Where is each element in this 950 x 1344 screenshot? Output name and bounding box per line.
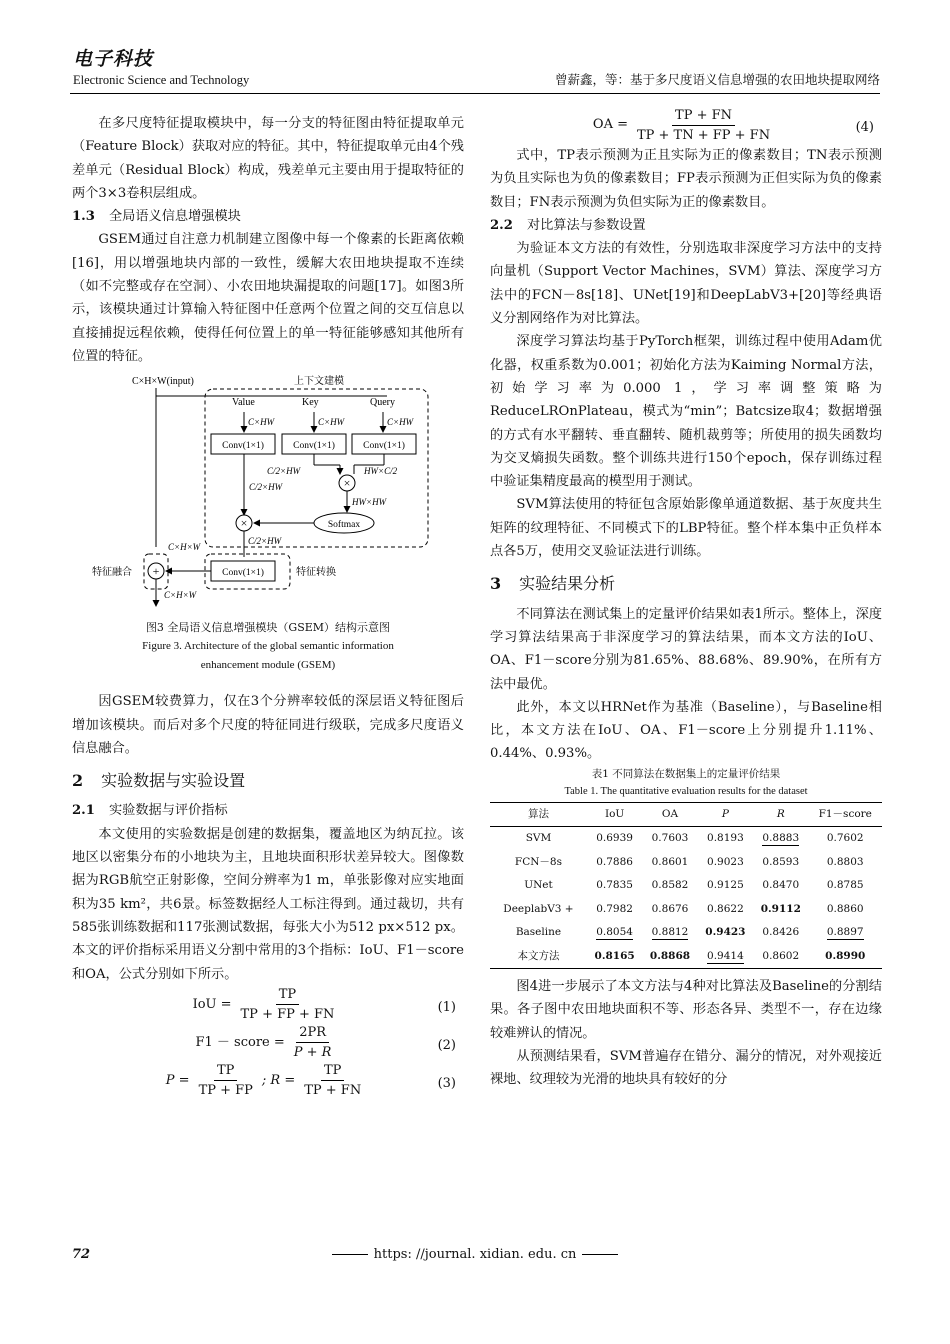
table-cell: UNet <box>524 879 553 892</box>
paragraph: 式中，TP表示预测为正且实际为正的像素数目；TN表示预测为负且实际也为负的像素数目；FP表示预测为正但实际为负的像素数目；FN表示预测为负但实际为正的像素数目。 <box>490 148 882 210</box>
dim-label: HW×C/2 <box>364 466 398 477</box>
feature-transform-label: 特征转换 <box>296 567 336 579</box>
numerator: TP + FN <box>672 108 735 126</box>
running-title: 曾薪鑫，等：基于多尺度语义信息增强的农田地块提取网络 <box>554 72 880 87</box>
paragraph: 在多尺度特征提取模块中，每一分支的特征图由特征提取单元（Feature Block）获取对应的特征。其中，特征提取单元由4个残差单元（Residual Block）构成，残差单元主要由用于提取特征的两个3×3卷积层组成。 <box>72 116 464 201</box>
left-column <box>72 112 464 1100</box>
section-number: 2.2 <box>490 217 513 233</box>
table-cell: 0.8785 <box>826 879 864 892</box>
denominator: TP + FP + FN <box>240 1007 335 1023</box>
feature-fusion-label: 特征融合 <box>92 567 132 579</box>
context-modeling-label: 上下文建模 <box>294 376 344 388</box>
input-label: C×H×W(input) <box>132 376 194 388</box>
table-cell: 0.8426 <box>762 926 800 939</box>
table-cell: 0.8676 <box>651 902 689 915</box>
conv-label: Conv(1×1) <box>293 441 335 452</box>
table-cell: 0.8803 <box>826 855 864 868</box>
paragraph: SVM算法使用的特征包含原始影像单通道数据、基于灰度共生矩阵的纹理特征、不同模式下的LBP特征。整个样本集中正负样本点各5万，使用交叉验证法进行训练。 <box>490 497 882 560</box>
section-number: 3 <box>490 574 502 594</box>
paragraph: 不同算法在测试集上的定量评价结果如表1所示。整体上，深度学习算法结果高于非深度学习的算法结果，而本文方法的IoU、OA、F1－score分别为81.65%、88.68%、89.90%，在所有方法中最优。 <box>490 606 882 692</box>
table-header-cell: OA <box>661 807 679 820</box>
table-cell: 0.8860 <box>826 902 864 915</box>
key-label: Key <box>302 397 319 409</box>
table-cell: 0.7886 <box>596 855 633 868</box>
table-cell: 0.9125 <box>707 879 744 892</box>
query-label: Query <box>370 397 395 409</box>
paragraph: 深度学习算法均基于PyTorch框架，训练过程中使用Adam优化器，权重系数为0.001；初始化方法为Kaiming Normal方法，初始学习率为0.000 1，学习率调整策略为ReduceLROnPlateau，模式为“min”；Batcsize取4；数据增强的方式有水平翻转、垂直翻转、随机裁剪等；所使用的损失函数均为交叉熵损失函数。整个训练共进行150个epoch，保存训练过程中验证集精度最高的模型用于测试。 <box>490 334 882 490</box>
table-cell: 0.7602 <box>826 832 864 845</box>
equation-4 <box>490 106 882 144</box>
paragraph: 此外，本文以HRNet作为基准（Baseline），与Baseline相比，本文方法在IoU、OA、F1－score上分别提升1.11%、0.44%、0.93%。 <box>490 699 882 762</box>
value-label: Value <box>232 397 255 409</box>
denominator: P + R <box>293 1045 332 1061</box>
header-rule <box>70 93 880 94</box>
times-symbol: × <box>240 516 248 531</box>
numerator: 2PR <box>296 1025 329 1043</box>
page-number: 72 <box>72 1247 91 1262</box>
times-symbol: × <box>343 476 351 491</box>
dim-label: C×HW <box>248 417 275 428</box>
table-cell: 0.9414 <box>707 949 744 962</box>
dim-label: C×HW <box>318 417 345 428</box>
table-cell: FCN－8s <box>514 855 562 868</box>
table-cell: 0.8165 <box>594 949 635 962</box>
results-table <box>490 802 882 969</box>
dim-label: C/2×HW <box>249 482 283 493</box>
dim-label: C/2×HW <box>248 536 282 547</box>
figure-caption-cn: 图3 全局语义信息增强模块（GSEM）结构示意图 <box>145 621 391 635</box>
figure-3 <box>72 372 464 690</box>
equation-number: (4) <box>855 120 874 135</box>
section-title: 对比算法与参数设置 <box>526 217 646 233</box>
conv-label: Conv(1×1) <box>222 568 264 579</box>
table-caption-en: Table 1. The quantitative evaluation results for the dataset <box>564 785 808 797</box>
table-cell: 0.8602 <box>762 949 800 962</box>
equation-lhs: IoU = <box>192 997 232 1013</box>
table-cell: 0.9423 <box>705 926 746 939</box>
table-row <box>490 945 882 969</box>
paragraph: 因GSEM较费算力，仅在3个分辨率较低的深层语义特征图后增加该模块。而后对多个尺度的特征同进行级联，完成多尺度语义信息融合。 <box>72 694 464 756</box>
equation-lhs: F1 － score = <box>195 1035 285 1051</box>
table-cell: SVM <box>525 832 552 845</box>
equation-number: (1) <box>437 999 456 1015</box>
table-cell: 0.8193 <box>707 832 744 845</box>
table-header-cell: IoU <box>604 807 625 820</box>
denominator: TP + FN <box>304 1083 362 1099</box>
section-heading-2 <box>72 769 464 792</box>
right-column <box>490 106 882 1092</box>
paragraph: 从预测结果看，SVM普遍存在错分、漏分的情况，对外观接近裸地、纹理较为光滑的地块具有较好的分 <box>490 1048 882 1088</box>
equation-lhs: P = <box>165 1073 190 1089</box>
table-cell: 0.7835 <box>596 879 633 892</box>
section-title: 实验数据与实验设置 <box>101 771 246 791</box>
paragraph: 图4进一步展示了本文方法与4种对比算法及Baseline的分割结果。各子图中农田地块面积不等、形态各异、类型不一，存在边缘较难辨认的情况。 <box>490 979 882 1041</box>
dim-label: C×H×W <box>168 542 201 553</box>
equation-1 <box>72 986 464 1024</box>
footer-url <box>0 1247 950 1262</box>
section-number: 2 <box>72 771 84 791</box>
table-cell: 0.8812 <box>651 926 689 939</box>
equation-lhs: ; R = <box>261 1073 296 1089</box>
table-cell: 0.7982 <box>596 902 633 915</box>
table-cell: 0.8883 <box>762 832 800 845</box>
dim-label: C/2×HW <box>267 466 301 477</box>
table-cell: 0.8601 <box>651 855 689 868</box>
section-number: 1.3 <box>72 209 95 225</box>
figure-caption-en: Figure 3. Architecture of the global semantic information <box>142 640 394 653</box>
table-cell: 0.9112 <box>760 902 801 915</box>
equation-number: (3) <box>437 1075 456 1091</box>
journal-url: https: //journal. xidian. edu. cn <box>373 1247 577 1262</box>
journal-name: Electronic Science and Technology <box>73 73 250 87</box>
numerator: TP <box>321 1063 344 1081</box>
dim-label: C×H×W <box>164 590 197 601</box>
conv-label: Conv(1×1) <box>222 441 264 452</box>
table-cell: 0.8868 <box>649 949 691 962</box>
section-title: 实验数据与评价指标 <box>108 803 228 819</box>
denominator: TP + FP <box>198 1083 253 1099</box>
table-cell: 0.8054 <box>596 926 633 939</box>
table-header-row <box>490 802 882 826</box>
equation-number: (2) <box>437 1037 456 1053</box>
numerator: TP <box>276 987 299 1005</box>
section-number: 2.1 <box>72 803 95 819</box>
table-header-cell: F1－score <box>818 807 872 820</box>
section-heading-3 <box>490 572 882 595</box>
section-heading-1-3 <box>72 205 464 228</box>
table-cell: 0.8582 <box>651 879 689 892</box>
section-title: 全局语义信息增强模块 <box>108 209 241 225</box>
table-cell: 0.8897 <box>826 926 864 939</box>
paragraph: GSEM通过自注意力机制建立图像中每一个像素的长距离依赖[16]，用以增强地块内部的一致性，缓解大农田地块提取不连续（如不完整或存在空洞）、小农田地块漏提取的问题[17]。如图3所示，该模块通过计算输入特征图中任意两个位置之间的交互信息以直接捕捉远程依赖，使得任何位置上的单一特征能够感知其他所有位置的特征。 <box>72 232 464 364</box>
table-cell: 0.8622 <box>707 902 744 915</box>
table-cell: DeeplabV3 + <box>503 902 574 915</box>
paragraph: 为验证本文方法的有效性，分别选取非深度学习方法中的支持向量机（Support Vector Machines，SVM）算法、深度学习方法中的FCN－8s[18]、UNet[19]和DeepLabV3+[20]等经典语义分割网络作为对比算法。 <box>490 241 882 327</box>
plus-symbol: + <box>152 564 160 579</box>
paragraph: 本文使用的实验数据是创建的数据集，覆盖地区为纳瓦拉。该地区以密集分布的小地块为主，且地块面积形状差异较大。图像数据为RGB航空正射影像，空间分辨率为1 m，单张影像对应实地面积为35 km²，共6景。标签数据经人工标注得到。通过裁切，共有585张训练数据和117张测试数据，每张大小为512 px×512 px。本文的评价指标采用语义分割中常用的3个指标：IoU、F1－score和OA，公式分别如下所示。 <box>72 826 464 982</box>
dim-label: HW×HW <box>352 497 387 508</box>
table-cell: 0.9023 <box>707 855 744 868</box>
denominator: TP + TN + FP + FN <box>636 127 771 143</box>
table-cell: 0.8593 <box>762 855 800 868</box>
equation-3 <box>72 1062 464 1100</box>
table-header-cell: P <box>721 807 729 820</box>
section-heading-2-1 <box>72 799 464 822</box>
softmax-label: Softmax <box>327 520 361 531</box>
table-cell: 0.6939 <box>596 832 633 845</box>
journal-logo: 电子科技 <box>73 48 154 70</box>
figure-caption-en: enhancement module (GSEM) <box>200 659 336 672</box>
table-row <box>490 921 882 945</box>
dim-label: C×HW <box>387 417 414 428</box>
table-header-cell: R <box>776 807 785 820</box>
table-row <box>490 874 882 898</box>
table-caption-cn: 表1 不同算法在数据集上的定量评价结果 <box>591 767 781 780</box>
table-cell: 0.8470 <box>762 879 800 892</box>
table-cell: 本文方法 <box>517 949 560 962</box>
table-cell: 0.7603 <box>651 832 689 845</box>
table-cell: 0.8990 <box>825 949 866 962</box>
table-row <box>490 827 882 851</box>
conv-label: Conv(1×1) <box>363 441 405 452</box>
equation-2 <box>72 1024 464 1062</box>
table-cell: Baseline <box>515 926 562 939</box>
table-header-cell: 算法 <box>527 807 549 820</box>
equation-lhs: OA = <box>592 117 628 133</box>
section-title: 实验结果分析 <box>519 574 616 594</box>
section-heading-2-2 <box>490 214 882 237</box>
numerator: TP <box>214 1063 237 1081</box>
table-row <box>490 851 882 875</box>
table-body <box>490 827 882 969</box>
table-row <box>490 898 882 922</box>
